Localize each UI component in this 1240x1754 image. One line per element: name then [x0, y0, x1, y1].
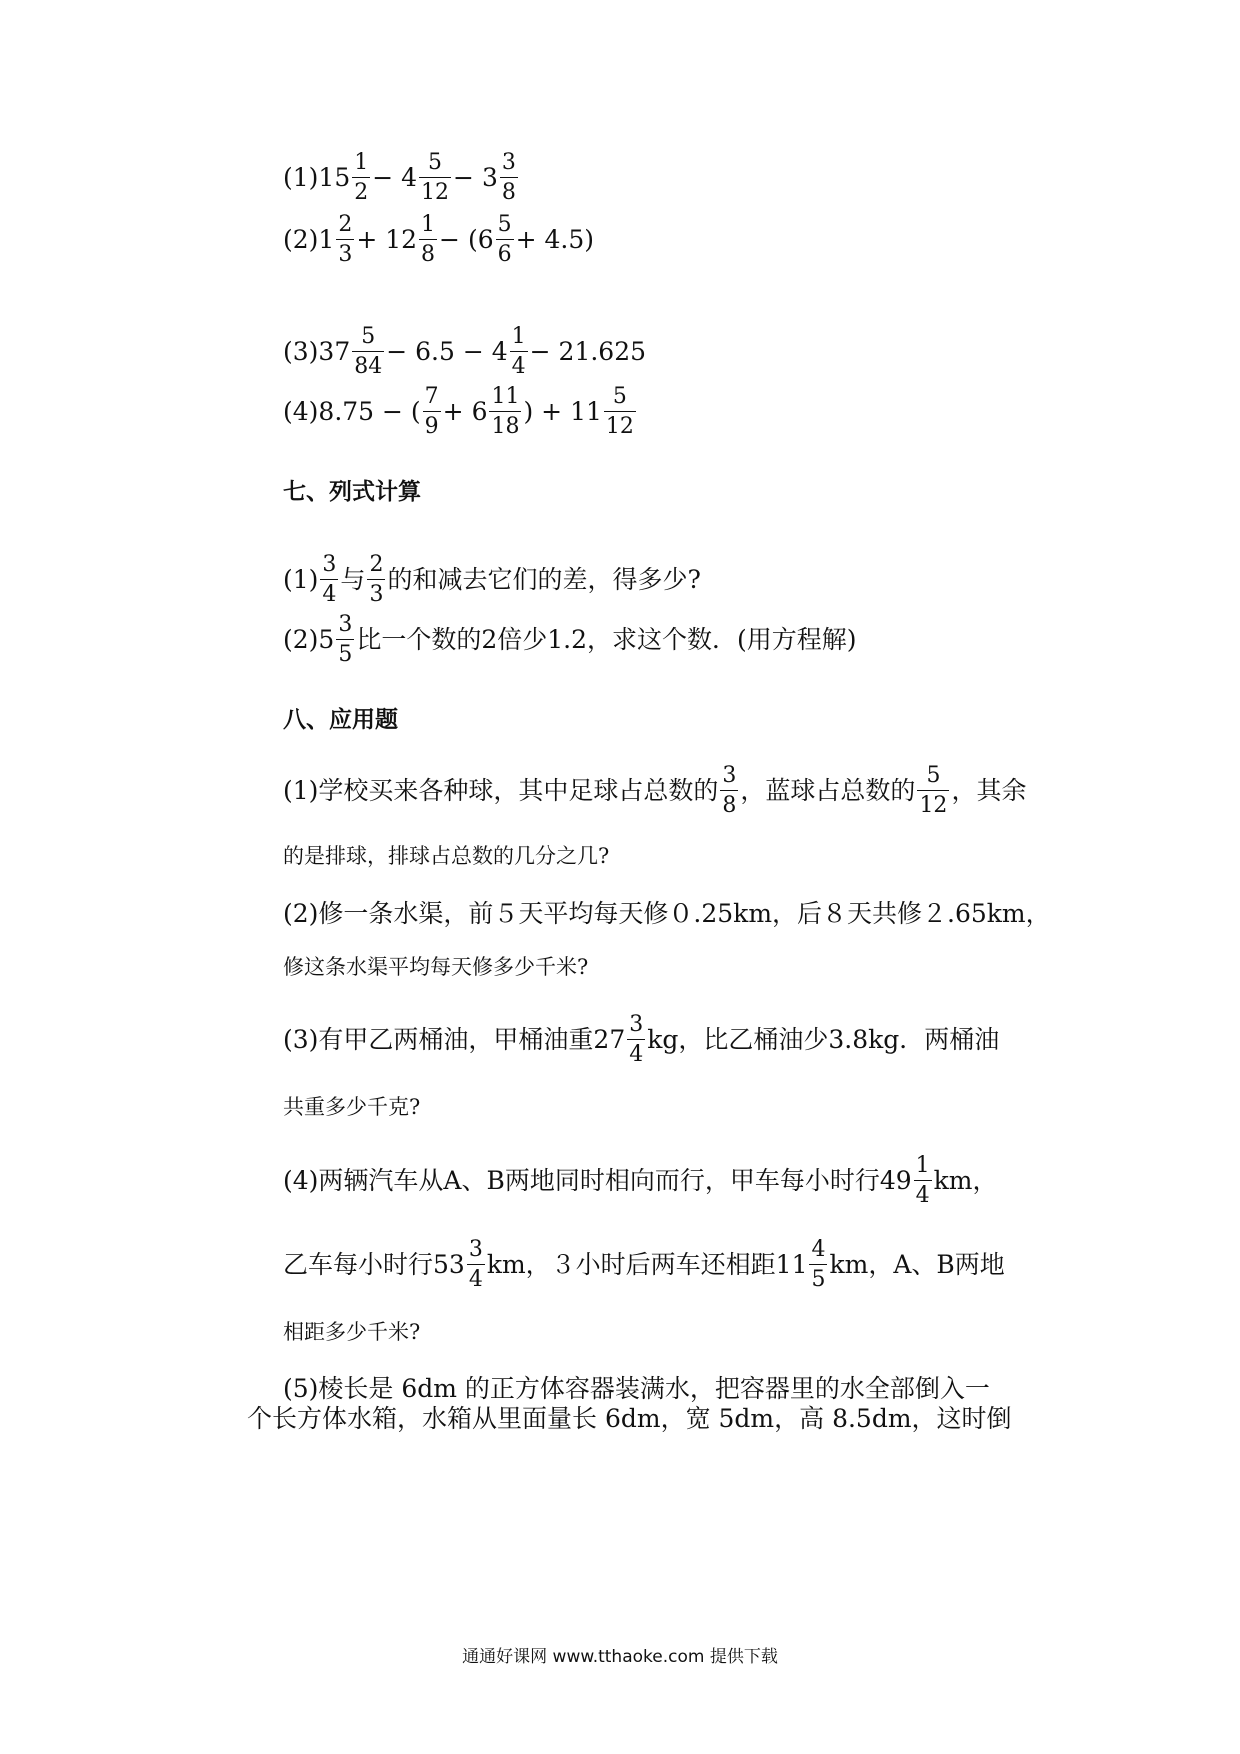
section-8-heading: 八、应用题: [283, 706, 398, 733]
expression-4: (4)8.75 − ( $\frac{7}{9}$ + 6 $\frac{11}{18}$ ) + 11 $\frac{5}{12}$: [283, 384, 634, 440]
fraction: $\frac{11}{18}$: [491, 384, 520, 440]
fraction: $\frac{5}{84}$: [354, 324, 383, 380]
fraction: $\frac{3}{8}$: [501, 150, 516, 206]
fraction: $\frac{7}{9}$: [424, 384, 439, 440]
section-7-heading: 七、列式计算: [283, 478, 421, 505]
expression-1: (1)15 $\frac{1}{2}$ − 4 $\frac{5}{12}$ − 3 $\frac{3}{8}$: [283, 150, 516, 206]
expression-3: (3)37 $\frac{5}{84}$ − 6.5 − 4 $\frac{1}{4}$ − 21.625: [283, 324, 647, 380]
section-8-question-5-line-2: 个长方体水箱，水箱从里面量长 6dm，宽 5dm，高 8.5dm，这时倒: [247, 1404, 1012, 1433]
fraction: $\frac{1}{4}$: [915, 1153, 930, 1209]
expression-2: (2)1 $\frac{2}{3}$ + 12 $\frac{1}{8}$ − (6 $\frac{5}{6}$ + 4.5): [283, 212, 595, 268]
fraction: $\frac{5}{12}$: [421, 150, 450, 206]
fraction: $\frac{5}{12}$: [919, 763, 948, 819]
fraction: $\frac{2}{3}$: [369, 552, 384, 608]
section-8-question-4-line-3: 相距多少千米?: [283, 1320, 421, 1344]
fraction: $\frac{5}{6}$: [497, 212, 512, 268]
section-8-question-2-line-2: 修这条水渠平均每天修多少千米?: [283, 955, 589, 979]
fraction: $\frac{2}{3}$: [338, 212, 353, 268]
section-8-question-2-line-1: (2)修一条水渠，前５天平均每天修０.25km，后８天共修２.65km，: [283, 899, 1051, 928]
fraction: $\frac{3}{4}$: [629, 1012, 644, 1068]
page-footer: 通通好课网 www.tthaoke.com 提供下载: [462, 1647, 778, 1667]
section-8-question-3-line-2: 共重多少千克?: [283, 1095, 421, 1119]
section-8-question-1-line-1: (1)学校买来各种球，其中足球占总数的 $\frac{3}{8}$ ，蓝球占总数的 $\frac{5}{12}$ ，其余: [283, 763, 1027, 819]
fraction: $\frac{1}{8}$: [421, 212, 436, 268]
fraction: $\frac{3}{8}$: [722, 763, 737, 819]
fraction: $\frac{3}{4}$: [322, 552, 337, 608]
fraction: $\frac{1}{4}$: [511, 324, 526, 380]
section-8-question-5-line-1: (5)棱长是 6dm 的正方体容器装满水，把容器里的水全部倒入一: [283, 1374, 990, 1403]
fraction: $\frac{3}{4}$: [468, 1237, 483, 1293]
section-8-question-3-line-1: (3)有甲乙两桶油，甲桶油重27 $\frac{3}{4}$ kg，比乙桶油少3.8kg．两桶油: [283, 1012, 1000, 1068]
fraction: $\frac{4}{5}$: [811, 1237, 826, 1293]
fraction: $\frac{5}{12}$: [605, 384, 634, 440]
section-7-question-2: (2)5 $\frac{3}{5}$ 比一个数的2倍少1.2，求这个数．(用方程解): [283, 612, 857, 668]
section-7-question-1: (1) $\frac{3}{4}$ 与 $\frac{2}{3}$ 的和减去它们的差，得多少?: [283, 552, 701, 608]
section-8-question-4-line-2: 乙车每小时行53 $\frac{3}{4}$ km，３小时后两车还相距11 $\frac{4}{5}$ km，A、B两地: [283, 1237, 1005, 1293]
fraction: $\frac{1}{2}$: [354, 150, 369, 206]
fraction: $\frac{3}{5}$: [338, 612, 353, 668]
section-8-question-4-line-1: (4)两辆汽车从A、B两地同时相向而行，甲车每小时行49 $\frac{1}{4}$ km，: [283, 1153, 998, 1209]
section-8-question-1-line-2: 的是排球，排球占总数的几分之几?: [283, 844, 610, 868]
